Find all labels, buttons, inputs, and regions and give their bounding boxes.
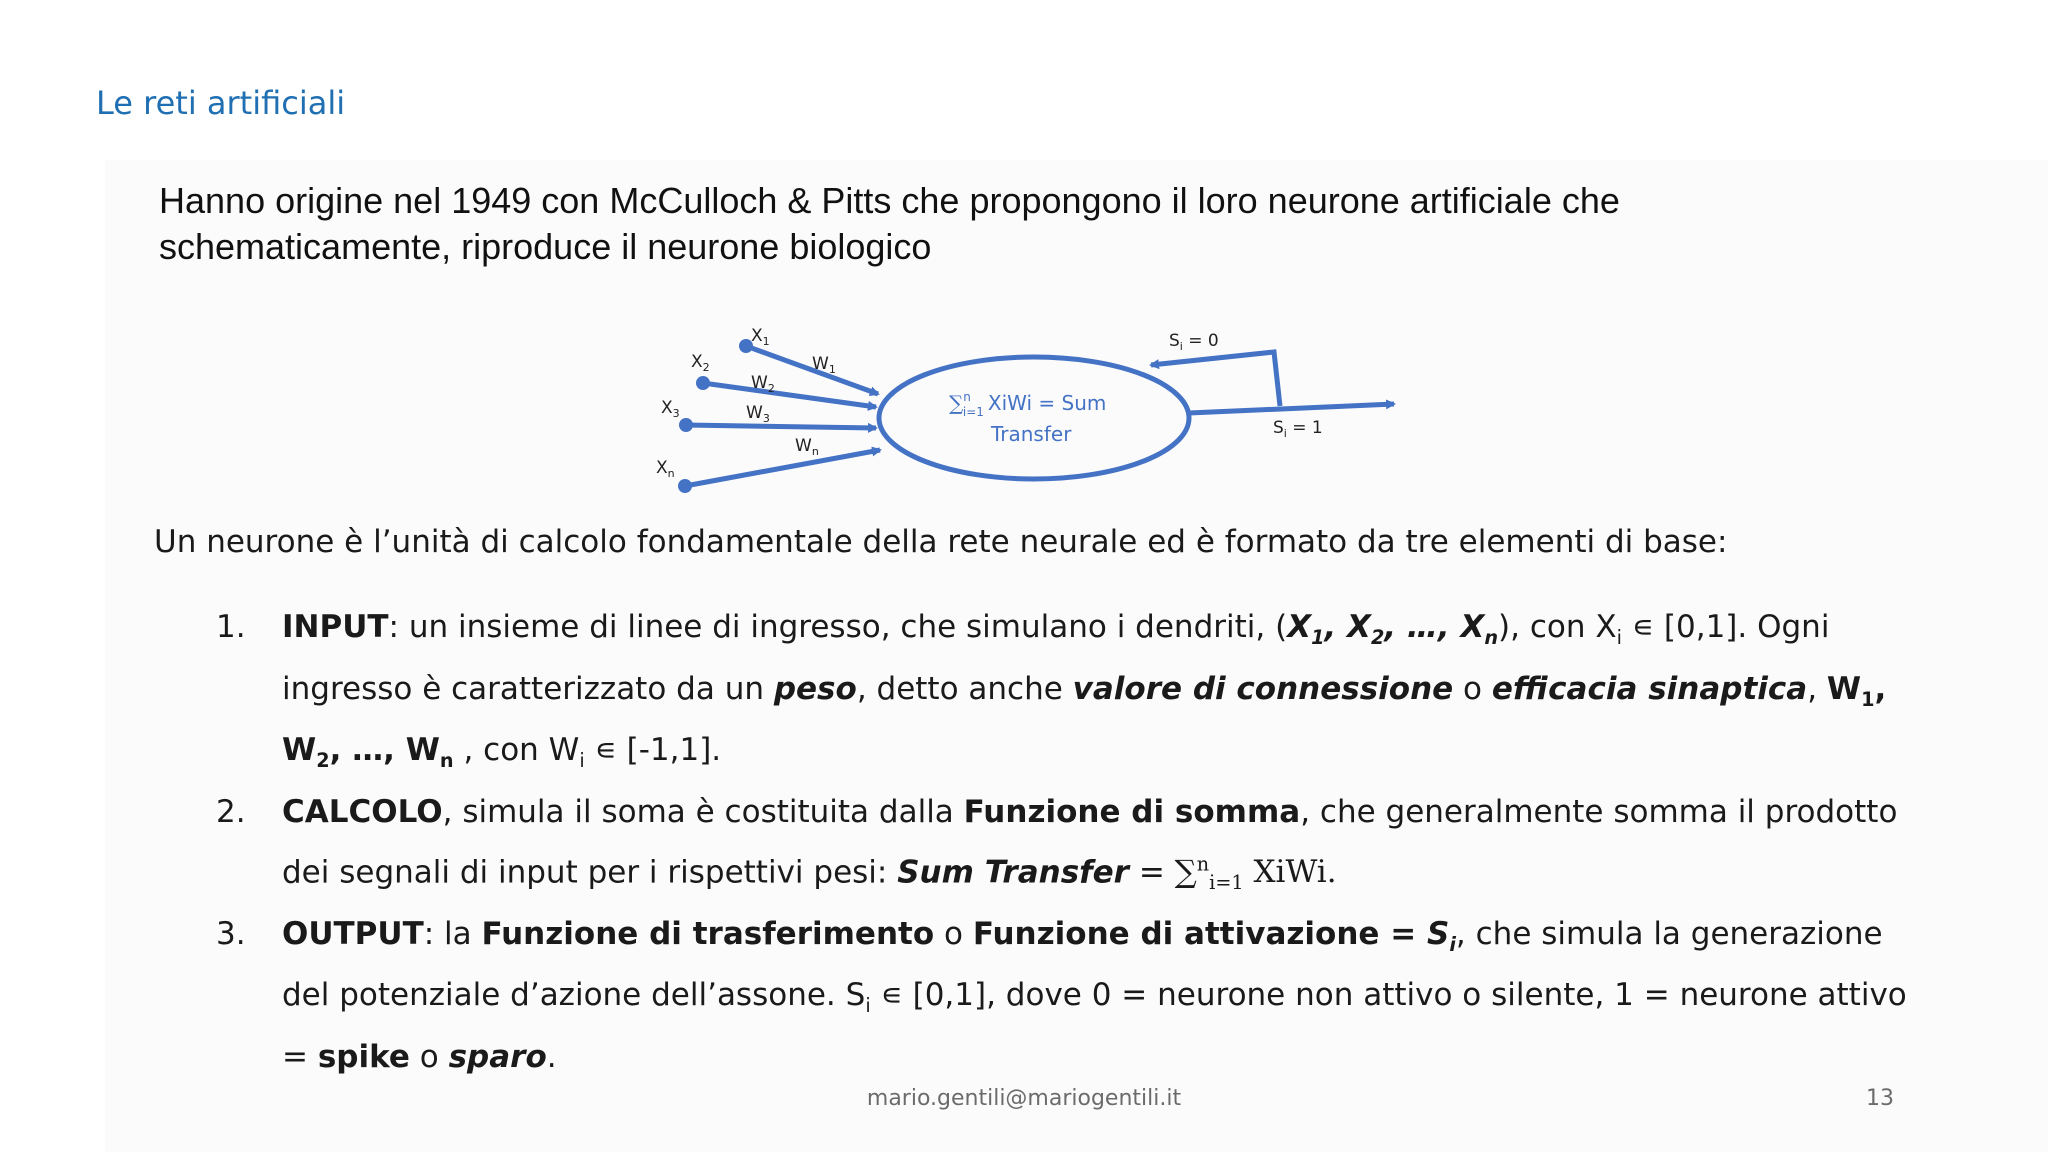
input-node-2 [696,376,710,390]
slide-title: Le reti artificiali [96,84,346,122]
sum-formula: ∑$^n$ i=1 XiWi = Sum [949,390,1107,419]
elements-list [216,602,1916,1083]
input-node-n [678,479,692,493]
input-node-3 [679,418,693,432]
feedback-loop [1151,352,1280,406]
label-x1: $X_1$ [751,326,770,348]
transfer-label: Transfer [991,422,1072,446]
label-w2: $W_2$ [751,373,775,395]
page-number: 13 [1866,1086,1894,1111]
label-si-0: $S_i = 0$ [1169,331,1219,353]
list-item: 3. OUTPUT: la Funzione di trasferimento o Funzione di attivazione = $S_i$, che simula la generazione del potenziale d’azione dell’assone. $S_i$ ∊ [0,1], dove 0 = neurone non attivo o silente, 1 = neurone attivo = spike o sparo. [216,909,1916,1084]
intro-text: Hanno origine nel 1949 con McCulloch & Pitts che propongono il loro neurone artificiale che schematicamente, riproduce il neurone biologico [159,180,1620,267]
neuron-body [879,357,1189,479]
label-x2: $X_2$ [691,352,710,374]
list-item: 1. INPUT: un insieme di linee di ingresso, che simulano i dendriti, ($X_1$, $X_2$, …, $X_n$), con $X_i$ ∊ [0,1]. Ogni ingresso è caratterizzato da un peso, detto anche valore di connessione o efficacia sinaptica, $W_1$, $W_2$, …, $W_n$ , con $W_i$ ∊ [-1,1]. [216,602,1916,787]
label-w1: $W_1$ [812,354,836,376]
footer-email: mario.gentili@mariogentili.it [866,1086,1182,1111]
label-w3: $W_3$ [746,403,770,425]
list-number: 3. [216,915,246,952]
input-line-2 [703,383,876,407]
neuron-diagram [640,318,1410,493]
label-x3: $X_3$ [661,398,680,420]
list-number: 1. [216,609,246,645]
output-line [1189,404,1394,413]
label-si-1: $S_i = 1$ [1273,418,1323,440]
list-number: 2. [216,794,246,831]
input-line-3 [686,425,876,428]
label-xn: $X_n$ [656,458,675,480]
label-wn: $W_n$ [795,436,819,458]
list-item: 2. CALCOLO, simula il soma è costituita dalla Funzione di somma, che generalmente somma il prodotto dei segnali di input per i rispettivi pesi: Sum Transfer = ∑$^n_{i=1}$ XiWi. [216,787,1916,909]
lead-sentence: Un neurone è l’unità di calcolo fondamentale della rete neurale ed è formato da tre elementi di base: [154,524,1728,560]
input-line-n [685,450,880,486]
